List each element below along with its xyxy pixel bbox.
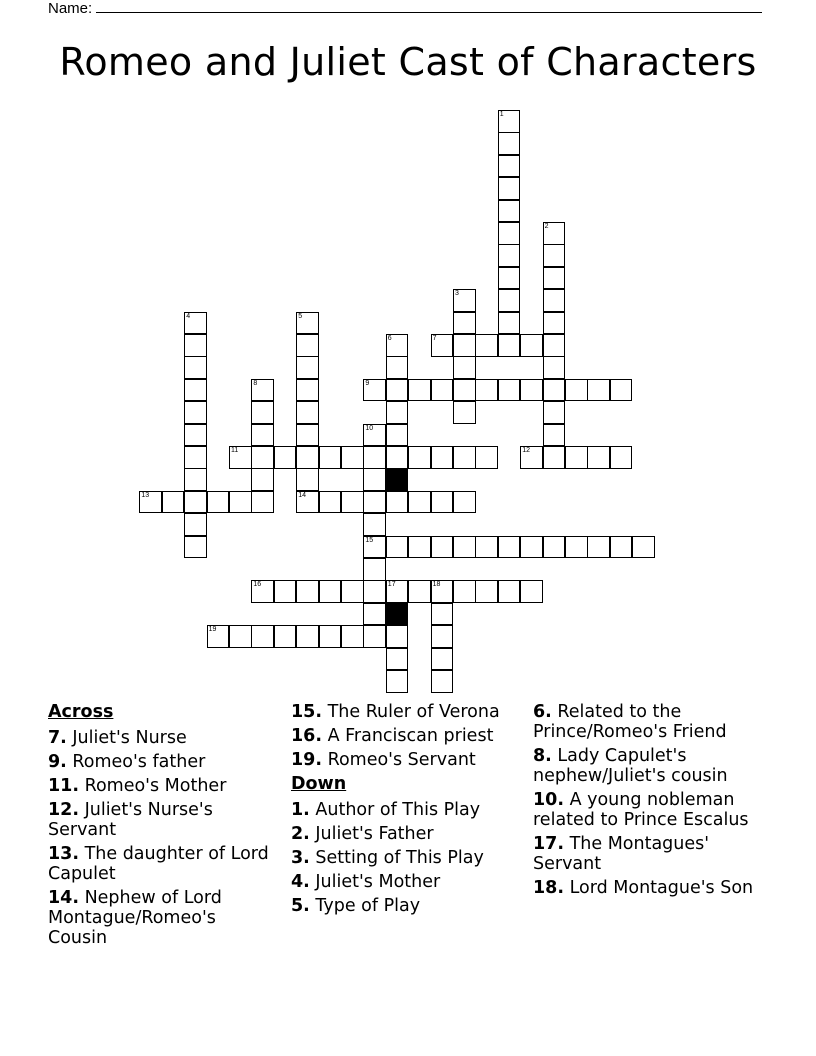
grid-cell[interactable] xyxy=(296,468,319,491)
grid-cell[interactable] xyxy=(341,446,364,469)
clue-item xyxy=(533,746,778,786)
grid-cell[interactable] xyxy=(319,491,342,514)
clue-number-label: 3. xyxy=(291,848,310,868)
grid-cell[interactable] xyxy=(431,379,454,402)
grid-cell[interactable] xyxy=(453,580,476,603)
grid-cell[interactable] xyxy=(363,468,386,491)
grid-cell[interactable] xyxy=(543,536,566,559)
clue-number-label: 17. xyxy=(533,834,565,854)
grid-cell[interactable] xyxy=(431,446,454,469)
grid-cell[interactable] xyxy=(431,536,454,559)
grid-cell[interactable] xyxy=(408,491,431,514)
grid-cell[interactable] xyxy=(251,625,274,648)
page-title: Romeo and Juliet Cast of Characters xyxy=(59,40,757,84)
grid-cell[interactable] xyxy=(184,491,207,514)
grid-cell[interactable] xyxy=(453,536,476,559)
grid-cell[interactable] xyxy=(475,580,498,603)
grid-cell[interactable] xyxy=(207,491,230,514)
grid-cell[interactable] xyxy=(386,670,409,693)
grid-cell[interactable] xyxy=(184,312,207,335)
clue-number: 13 xyxy=(141,491,150,499)
grid-cell[interactable] xyxy=(229,625,252,648)
grid-cell[interactable] xyxy=(543,379,566,402)
grid-cell[interactable] xyxy=(363,580,386,603)
clue-text: The daughter of Lord Capulet xyxy=(48,844,269,884)
grid-cell[interactable] xyxy=(184,468,207,491)
grid-cell[interactable] xyxy=(587,379,610,402)
clue-number: 4 xyxy=(186,312,191,320)
grid-cell[interactable] xyxy=(296,446,319,469)
grid-cell[interactable] xyxy=(296,625,319,648)
grid-cell[interactable] xyxy=(520,580,543,603)
clue-text: Author of This Play xyxy=(309,800,481,820)
clue-text: Romeo's father xyxy=(66,752,206,772)
grid-cell[interactable] xyxy=(296,401,319,424)
grid-cell[interactable] xyxy=(184,536,207,559)
clue-number: 5 xyxy=(298,312,303,320)
clue-text: Nephew of Lord Montague/Romeo's Cousin xyxy=(48,888,222,948)
grid-cell[interactable] xyxy=(274,446,297,469)
clue-text: Juliet's Mother xyxy=(309,872,441,892)
grid-cell[interactable] xyxy=(498,379,521,402)
clue-text: A Franciscan priest xyxy=(322,726,494,746)
grid-cell[interactable] xyxy=(386,625,409,648)
grid-cell[interactable] xyxy=(386,580,409,603)
grid-cell[interactable] xyxy=(453,356,476,379)
clue-item xyxy=(48,752,278,772)
grid-cell[interactable] xyxy=(431,625,454,648)
grid-cell[interactable] xyxy=(251,379,274,402)
clue-item xyxy=(291,872,526,892)
grid-cell[interactable] xyxy=(610,446,633,469)
clue-number-label: 4. xyxy=(291,872,310,892)
grid-cell[interactable] xyxy=(184,424,207,447)
clue-number: 2 xyxy=(544,223,549,230)
grid-cell[interactable] xyxy=(587,446,610,469)
grid-cell[interactable] xyxy=(453,289,476,312)
name-label: Name: xyxy=(48,0,93,17)
grid-cell[interactable] xyxy=(498,312,521,335)
grid-cell[interactable] xyxy=(386,379,409,402)
grid-cell[interactable] xyxy=(431,648,454,671)
grid-cell[interactable] xyxy=(363,603,386,626)
grid-cell[interactable] xyxy=(296,491,319,514)
grid-cell[interactable] xyxy=(363,379,386,402)
grid-cell[interactable] xyxy=(251,468,274,491)
clue-text: Lord Montague's Son xyxy=(564,878,754,898)
grid-cell[interactable] xyxy=(475,334,498,357)
grid-cell[interactable] xyxy=(296,312,319,335)
grid-cell[interactable] xyxy=(319,446,342,469)
clue-item xyxy=(48,776,278,796)
clue-number: 11 xyxy=(231,447,239,454)
clue-item xyxy=(533,834,778,874)
grid-cell[interactable] xyxy=(184,446,207,469)
clue-number: 14 xyxy=(298,491,306,499)
grid-cell[interactable] xyxy=(296,356,319,379)
grid-cell[interactable] xyxy=(453,491,476,514)
grid-cell[interactable] xyxy=(296,424,319,447)
clue-item xyxy=(291,848,526,868)
clue-item xyxy=(533,878,778,898)
clue-text: The Ruler of Verona xyxy=(322,702,500,722)
grid-cell[interactable] xyxy=(274,625,297,648)
clue-number-label: 5. xyxy=(291,896,310,916)
grid-cell[interactable] xyxy=(520,446,543,469)
grid-cell[interactable] xyxy=(408,446,431,469)
grid-cell[interactable] xyxy=(543,267,566,290)
clue-number-label: 8. xyxy=(533,746,552,766)
grid-cell[interactable] xyxy=(453,334,476,357)
clue-number-label: 13. xyxy=(48,844,80,864)
clue-number: 18 xyxy=(432,581,441,589)
grid-cell[interactable] xyxy=(543,446,566,469)
grid-cell[interactable] xyxy=(543,222,566,245)
grid-cell[interactable] xyxy=(520,379,543,402)
grid-cell[interactable] xyxy=(431,580,454,603)
clue-number-label: 12. xyxy=(48,800,80,820)
clue-column-2 xyxy=(291,702,526,920)
clue-text: Setting of This Play xyxy=(309,848,484,868)
grid-cell[interactable] xyxy=(363,536,386,559)
grid-cell[interactable] xyxy=(565,379,588,402)
clue-text: Related to the Prince/Romeo's Friend xyxy=(533,702,727,742)
grid-cell[interactable] xyxy=(386,648,409,671)
clue-text: Juliet's Nurse xyxy=(66,728,187,748)
grid-cell[interactable] xyxy=(341,580,364,603)
grid-cell[interactable] xyxy=(431,603,454,626)
grid-cell[interactable] xyxy=(229,446,252,469)
clue-item xyxy=(291,726,526,746)
clue-number-label: 9. xyxy=(48,752,67,772)
grid-cell[interactable] xyxy=(251,491,274,514)
clue-number: 8 xyxy=(253,379,258,387)
clue-text: Romeo's Servant xyxy=(322,750,476,770)
grid-cell[interactable] xyxy=(386,356,409,379)
grid-cell[interactable] xyxy=(498,334,521,357)
grid-cell[interactable] xyxy=(431,491,454,514)
grid-cell[interactable] xyxy=(543,356,566,379)
grid-cell[interactable] xyxy=(453,379,476,402)
grid-cell[interactable] xyxy=(251,580,274,603)
grid-cell[interactable] xyxy=(543,424,566,447)
clue-number-label: 11. xyxy=(48,776,80,796)
clue-text: Lady Capulet's nephew/Juliet's cousin xyxy=(533,746,728,786)
grid-cell[interactable] xyxy=(296,379,319,402)
grid-cell[interactable] xyxy=(184,379,207,402)
clue-item xyxy=(291,896,526,916)
grid-cell[interactable] xyxy=(498,267,521,290)
across-heading: Across xyxy=(48,702,114,722)
grid-cell[interactable] xyxy=(296,334,319,357)
clue-item xyxy=(533,790,778,830)
clue-column-1 xyxy=(48,702,278,952)
grid-cell[interactable] xyxy=(408,536,431,559)
clue-number: 19 xyxy=(208,626,217,634)
grid-cell[interactable] xyxy=(207,625,230,648)
grid-cell[interactable] xyxy=(296,580,319,603)
clue-text: Type of Play xyxy=(309,896,421,916)
grid-cell[interactable] xyxy=(386,446,409,469)
clue-number-label: 10. xyxy=(533,790,565,810)
grid-cell[interactable] xyxy=(453,401,476,424)
grid-cell[interactable] xyxy=(475,379,498,402)
grid-cell[interactable] xyxy=(453,312,476,335)
grid-cell[interactable] xyxy=(386,491,409,514)
clue-number: 9 xyxy=(365,379,370,387)
grid-cell[interactable] xyxy=(543,401,566,424)
clue-number: 17 xyxy=(387,581,396,589)
clue-number: 15 xyxy=(365,536,374,544)
grid-cell[interactable] xyxy=(498,110,521,133)
clue-number: 7 xyxy=(432,335,437,342)
clue-number: 12 xyxy=(522,447,530,454)
grid-cell[interactable] xyxy=(475,536,498,559)
grid-cell[interactable] xyxy=(319,625,342,648)
grid-cell[interactable] xyxy=(363,446,386,469)
grid-cell[interactable] xyxy=(408,379,431,402)
clue-number-label: 16. xyxy=(291,726,323,746)
clue-text: A young nobleman related to Prince Escalus xyxy=(533,790,749,830)
grid-cell[interactable] xyxy=(363,424,386,447)
grid-cell[interactable] xyxy=(498,289,521,312)
clue-number-label: 7. xyxy=(48,728,67,748)
clue-item xyxy=(291,750,526,770)
clue-number: 16 xyxy=(253,581,262,589)
clue-text: Romeo's Mother xyxy=(79,776,227,796)
clue-number-label: 19. xyxy=(291,750,323,770)
clue-text: Juliet's Nurse's Servant xyxy=(48,800,213,840)
grid-cell[interactable] xyxy=(543,289,566,312)
grid-cell[interactable] xyxy=(565,536,588,559)
grid-cell[interactable] xyxy=(341,625,364,648)
grid-cell[interactable] xyxy=(498,222,521,245)
clue-item xyxy=(48,888,278,948)
grid-cell[interactable] xyxy=(184,356,207,379)
grid-cell[interactable] xyxy=(520,536,543,559)
grid-cell[interactable] xyxy=(184,334,207,357)
clue-number-label: 1. xyxy=(291,800,310,820)
grid-cell[interactable] xyxy=(520,334,543,357)
grid-cell[interactable] xyxy=(363,558,386,581)
clue-number-label: 2. xyxy=(291,824,310,844)
clue-number: 3 xyxy=(455,290,459,298)
grid-cell[interactable] xyxy=(498,244,521,267)
grid-cell[interactable] xyxy=(363,625,386,648)
grid-cell[interactable] xyxy=(251,424,274,447)
grid-cell[interactable] xyxy=(475,446,498,469)
clue-item xyxy=(291,702,526,722)
grid-cell[interactable] xyxy=(610,536,633,559)
black-cell xyxy=(386,603,409,626)
grid-cell[interactable] xyxy=(431,334,454,357)
grid-cell[interactable] xyxy=(386,334,409,357)
grid-cell[interactable] xyxy=(363,513,386,536)
grid-cell[interactable] xyxy=(498,155,521,178)
grid-cell[interactable] xyxy=(431,670,454,693)
clue-number-label: 15. xyxy=(291,702,323,722)
grid-cell[interactable] xyxy=(363,491,386,514)
clue-number: 1 xyxy=(499,111,504,118)
clue-number-label: 14. xyxy=(48,888,80,908)
grid-cell[interactable] xyxy=(543,312,566,335)
grid-cell[interactable] xyxy=(162,491,185,514)
clue-item xyxy=(291,824,526,844)
grid-cell[interactable] xyxy=(229,491,252,514)
clue-item xyxy=(291,800,526,820)
grid-cell[interactable] xyxy=(184,401,207,424)
grid-cell[interactable] xyxy=(251,401,274,424)
grid-cell[interactable] xyxy=(408,580,431,603)
grid-cell[interactable] xyxy=(139,491,162,514)
grid-cell[interactable] xyxy=(498,177,521,200)
grid-cell[interactable] xyxy=(274,580,297,603)
grid-cell[interactable] xyxy=(498,132,521,155)
grid-cell[interactable] xyxy=(184,513,207,536)
grid-cell[interactable] xyxy=(386,536,409,559)
clue-item xyxy=(48,844,278,884)
clue-item xyxy=(48,728,278,748)
grid-cell[interactable] xyxy=(565,446,588,469)
clue-number: 6 xyxy=(387,335,392,342)
clue-number: 10 xyxy=(365,424,374,432)
black-cell xyxy=(386,468,409,491)
grid-cell[interactable] xyxy=(498,536,521,559)
grid-cell[interactable] xyxy=(632,536,655,559)
down-heading: Down xyxy=(291,774,347,794)
clue-column-3 xyxy=(533,702,778,902)
grid-cell[interactable] xyxy=(543,244,566,267)
grid-cell[interactable] xyxy=(386,424,409,447)
grid-cell[interactable] xyxy=(453,446,476,469)
grid-cell[interactable] xyxy=(498,200,521,223)
grid-cell[interactable] xyxy=(386,401,409,424)
grid-cell[interactable] xyxy=(543,334,566,357)
grid-cell[interactable] xyxy=(251,446,274,469)
clue-item xyxy=(48,800,278,840)
clue-number-label: 6. xyxy=(533,702,552,722)
clue-item xyxy=(533,702,778,742)
grid-cell[interactable] xyxy=(319,580,342,603)
grid-cell[interactable] xyxy=(341,491,364,514)
grid-cell[interactable] xyxy=(610,379,633,402)
clue-text: The Montagues' Servant xyxy=(533,834,710,874)
grid-cell[interactable] xyxy=(587,536,610,559)
clue-number-label: 18. xyxy=(533,878,565,898)
clue-text: Juliet's Father xyxy=(309,824,434,844)
grid-cell[interactable] xyxy=(498,580,521,603)
